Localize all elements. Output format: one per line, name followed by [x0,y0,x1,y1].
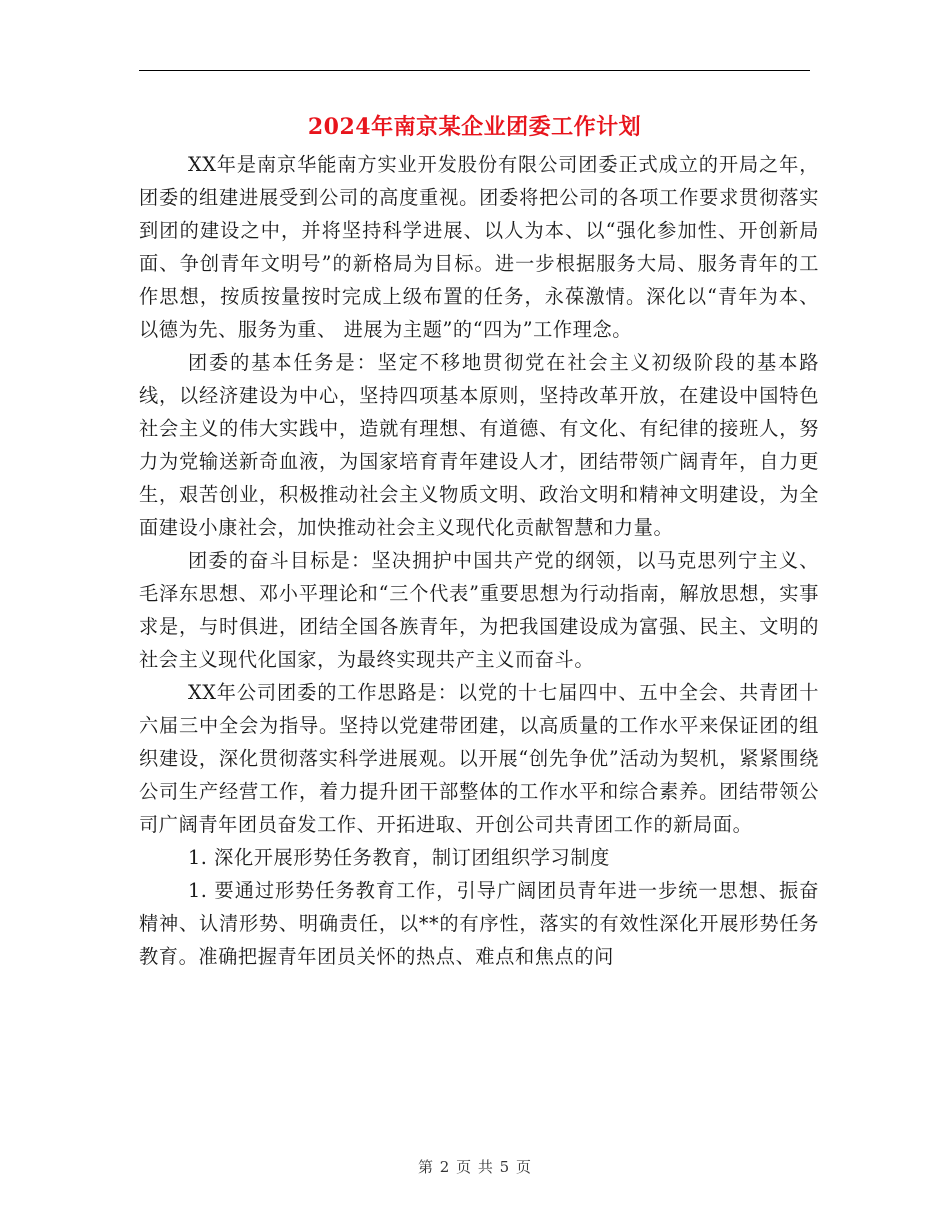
paragraph-work-approach: XX年公司团委的工作思路是：以党的十七届四中、五中全会、共青团十六届三中全会为指导。坚持以党建带团建，以高质量的工作水平来保证团的组织建设，深化贯彻落实科学进展观。以开展“创先争优”活动为契机，紧紧围绕公司生产经营工作，着力提升团干部整体的工作水平和综合素养。团结带领公司广阔青年团员奋发工作、开拓进取、开创公司共青团工作的新局面。 [139,681,819,836]
document-title: 2024年南京某企业团委工作计划 [307,114,642,140]
section-heading-1: 1. 深化开展形势任务教育，制订团组织学习制度 [187,846,610,869]
paragraph-goals: 团委的奋斗目标是：坚决拥护中国共产党的纲领，以马克思列宁主义、毛泽东思想、邓小平理论和“三个代表”重要思想为行动指南，解放思想，实事求是，与时俱进，团结全国各族青年，为把我国建设成为富强、民主、文明的社会主义现代化国家，为最终实现共产主义而奋斗。 [139,549,819,671]
paragraph-item-1: 1. 要通过形势任务教育工作，引导广阔团员青年进一步统一思想、振奋精神、认清形势、明确责任，以**的有序性，落实的有效性深化开展形势任务教育。准确把握青年团员关怀的热点、难点和焦点的问 [139,879,819,968]
page-number-footer: 第 2 页 共 5 页 [418,1158,532,1176]
header-rule [139,70,810,71]
document-body [139,148,819,973]
paragraph-basic-tasks: 团委的基本任务是：坚定不移地贯彻党在社会主义初级阶段的基本路线，以经济建设为中心，坚持四项基本原则，坚持改革开放，在建设中国特色社会主义的伟大实践中，造就有理想、有道德、有文化、有纪律的接班人，努力为党输送新奇血液，为国家培育青年建设人才，团结带领广阔青年，自力更生，艰苦创业，积极推动社会主义物质文明、政治文明和精神文明建设，为全面建设小康社会，加快推动社会主义现代化贡献智慧和力量。 [139,351,819,539]
paragraph-intro: XX年是南京华能南方实业开发股份有限公司团委正式成立的开局之年，团委的组建进展受到公司的高度重视。团委将把公司的各项工作要求贯彻落实到团的建设之中，并将坚持科学进展、以人为本、以“强化参加性、开创新局面、争创青年文明号”的新格局为目标。进一步根据服务大局、服务青年的工作思想，按质按量按时完成上级布置的任务，永葆激情。深化以“青年为本、以德为先、服务为重、 进展为主题”的“四为”工作理念。 [139,153,819,341]
